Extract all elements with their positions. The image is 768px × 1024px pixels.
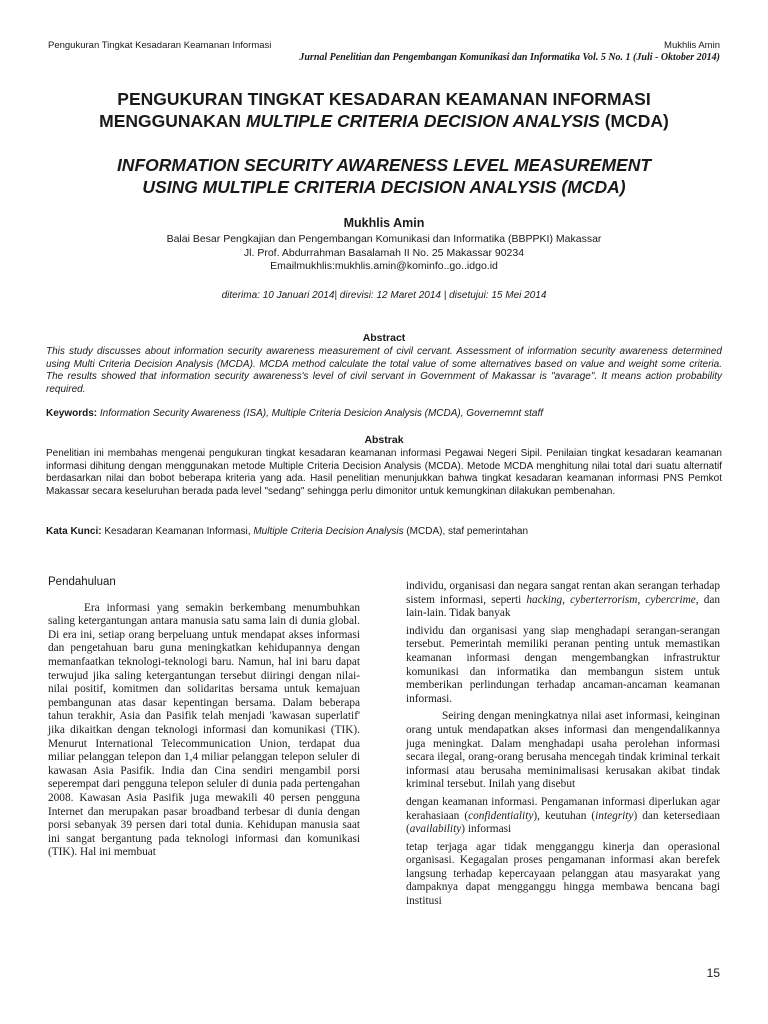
title-indonesian-line2-pre: MENGGUNAKAN <box>99 111 246 131</box>
right-p4-c: ) dan ketersediaan ( <box>406 809 720 836</box>
right-paragraph-2: individu dan organisasi yang siap menghadapi serangan-serangan tersebut. Pemerintah memiliki peranan penting untuk memastikan keamanan informasi dengan mengembangkan infrastruktur komunikasi dan informatika dan membangun sistem untuk memberikan perlindungan terhadap ancaman-ancaman keamanan informasi. <box>406 624 720 705</box>
title-indonesian <box>40 88 728 132</box>
right-column <box>406 580 720 909</box>
title-english-line2: USING MULTIPLE CRITERIA DECISION ANALYSIS (MCDA) <box>142 177 626 197</box>
affiliation-address: Jl. Prof. Abdurrahman Basalamah II No. 25 Makassar 90234 <box>243 246 525 259</box>
right-p1-pre: individu, organisasi dan negara sangat rentan akan serangan terhadap sistem informasi, seperti <box>406 580 720 606</box>
right-paragraph-1 <box>406 580 720 621</box>
right-p4-b: ), keutuhan ( <box>533 809 596 822</box>
right-p1-italic: hacking, cyberterrorism, cybercrime, <box>526 593 699 606</box>
kata-kunci-label: Kata Kunci: <box>46 526 102 537</box>
running-header-author: Mukhlis Amin <box>664 40 720 51</box>
right-p4-d: ) informasi <box>461 823 512 836</box>
abstract-heading: Abstract <box>362 332 406 344</box>
kata-kunci-post: (MCDA), staf pemerintahan <box>403 526 529 537</box>
author-affiliation <box>40 233 728 274</box>
title-english-line1: INFORMATION SECURITY AWARENESS LEVEL MEASUREMENT <box>116 155 652 175</box>
right-p4-availability: availability <box>409 823 462 836</box>
kata-kunci-pre: Kesadaran Keamanan Informasi, <box>101 526 254 537</box>
running-header-title: Pengukuran Tingkat Kesadaran Keamanan Informasi <box>48 40 272 51</box>
intro-paragraph-1: Era informasi yang semakin berkembang menumbuhkan saling ketergantungan antara manusia satu sama lain di dunia global. Di era ini, setiap orang berpeluang untuk mendapat akses informasi dan pengetahuan baru guna meningkatkan kehidupannya dengan memanfaatkan teknologi-teknologi baru. Namun, hal ini baru dapat terwujud jika saling ketergantungan tersebut diiringi dengan nilai-nilai positif, komitmen dan solidaritas bersama untuk kemajuan pembangunan atas dasar kepentingan bersama. Dalam beberapa tahun terakhir, Asia dan Pasifik telah menjadi 'kawasan superlatif' jika dikaitkan dengan teknologi informasi dan komunikasi (TIK). Menurut International Telecommunication Union, terdapat dua miliar pelanggan telepon dan 1,4 miliar pelanggan telepon seluler di kawasan Asia Pasifik. India dan Cina sendiri mengambil porsi seperempat dari pengguna telepon seluler di dunia pada pertengahan 2008. Kawasan Asia Pasifik juga mewakili 40 persen pengguna Internet dan merupakan pasar broadband terbesar di dunia dengan porsi sebanyak 39 persen dari total dunia. Kehidupan manusia saat ini sangat bergantung pada teknologi informasi dan komunikasi (TIK). Hal ini membuat <box>48 601 360 859</box>
right-p4-integrity: integrity <box>595 809 634 822</box>
right-paragraph-5: tetap terjaga agar tidak mengganggu kinerja dan operasional organisasi. Kegagalan proses pengamanan informasi akan berefek langsung terhadap kepercayaan pelanggan atau masyarakat yang dampaknya dapat mengganggu hingga membawa bencana bagi institusi <box>406 840 720 908</box>
title-indonesian-line2-italic: MULTIPLE CRITERIA DECISION ANALYSIS <box>245 111 600 131</box>
title-indonesian-line1: PENGUKURAN TINGKAT KESADARAN KEAMANAN INFORMASI <box>117 89 651 109</box>
running-header-journal: Jurnal Penelitian dan Pengembangan Komunikasi dan Informatika Vol. 5 No. 1 (Juli - Oktober 2014) <box>299 52 720 63</box>
abstrak-heading: Abstrak <box>364 434 404 446</box>
abstract-english: This study discusses about information security awareness measurement of civil cervant. Assessment of information security awareness determined using Multi Criteria Decision Analysis (MCDA). MCDA method calculate the total value of some alternatives based on value and weight some criteria. The results showed that information security awareness's level of civil servant in Government of Makassar is "avarage". It means action probability required. <box>46 346 722 395</box>
keywords-text: Information Security Awareness (ISA), Multiple Criteria Desicion Analysis (MCDA), Governemnt staff <box>97 408 544 419</box>
right-p4-a: dengan keamanan informasi. Pengamanan informasi diperlukan agar kerahasiaan ( <box>406 795 720 822</box>
right-paragraph-4 <box>406 796 720 837</box>
author-name: Mukhlis Amin <box>343 216 425 230</box>
keywords-indonesian <box>46 526 722 539</box>
right-p4-confidentiality: confidentiality <box>468 809 534 822</box>
left-column <box>48 576 360 860</box>
section-heading-pendahuluan: Pendahuluan <box>48 576 116 588</box>
kata-kunci-italic: Multiple Criteria Decision Analysis <box>253 526 404 537</box>
title-indonesian-line2-post: (MCDA) <box>599 111 669 131</box>
page-number: 15 <box>706 966 720 980</box>
title-english <box>40 154 728 198</box>
title-indonesian-line2 <box>40 110 728 132</box>
right-paragraph-3: Seiring dengan meningkatnya nilai aset informasi, keinginan orang untuk mendapatkan akses informasi dan mengendalikannya juga meningkat. Dalam menghadapi usaha perolehan informasi secara ilegal, orang-orang berusaha mencegah tindak kriminal terkait informasi atau berusaha meminimalisasi kerusakan akibat tindak kriminal tersebut. Inilah yang disebut <box>406 710 720 791</box>
keywords-english <box>46 408 722 421</box>
keywords-label: Keywords: <box>46 408 98 419</box>
right-p1-post: dan lain-lain. Tidak banyak <box>406 593 721 620</box>
affiliation-institution: Balai Besar Pengkajian dan Pengembangan Komunikasi dan Informatika (BBPPKI) Makassar <box>166 233 602 245</box>
submission-dates: diterima: 10 Januari 2014| direvisi: 12 Maret 2014 | disetujui: 15 Mei 2014 <box>221 290 547 301</box>
author-email: Emailmukhlis:mukhlis.amin@kominfo..go..idgo.id <box>270 260 498 272</box>
abstract-indonesian: Penelitian ini membahas mengenai pengukuran tingkat kesadaran keamanan informasi Pegawai Negeri Sipil. Penilaian tingkat kesadaran keamanan informasi dihitung dengan menggunakan metode Multiple Criteria Decision Analysis (MCDA). Metode MCDA menghitung nilai total dari suatu alternatif berdasarkan nilai dan bobot beberapa kriteria yang ada. Hasil penelitian menunjukkan bahwa tingkat kesadaran keamanan informasi PNS Pemkot Makassar secara keseluruhan berada pada level "sedang" sehingga perlu dimonitor untuk kemungkinan dilakukan pembenahan. <box>46 448 722 497</box>
